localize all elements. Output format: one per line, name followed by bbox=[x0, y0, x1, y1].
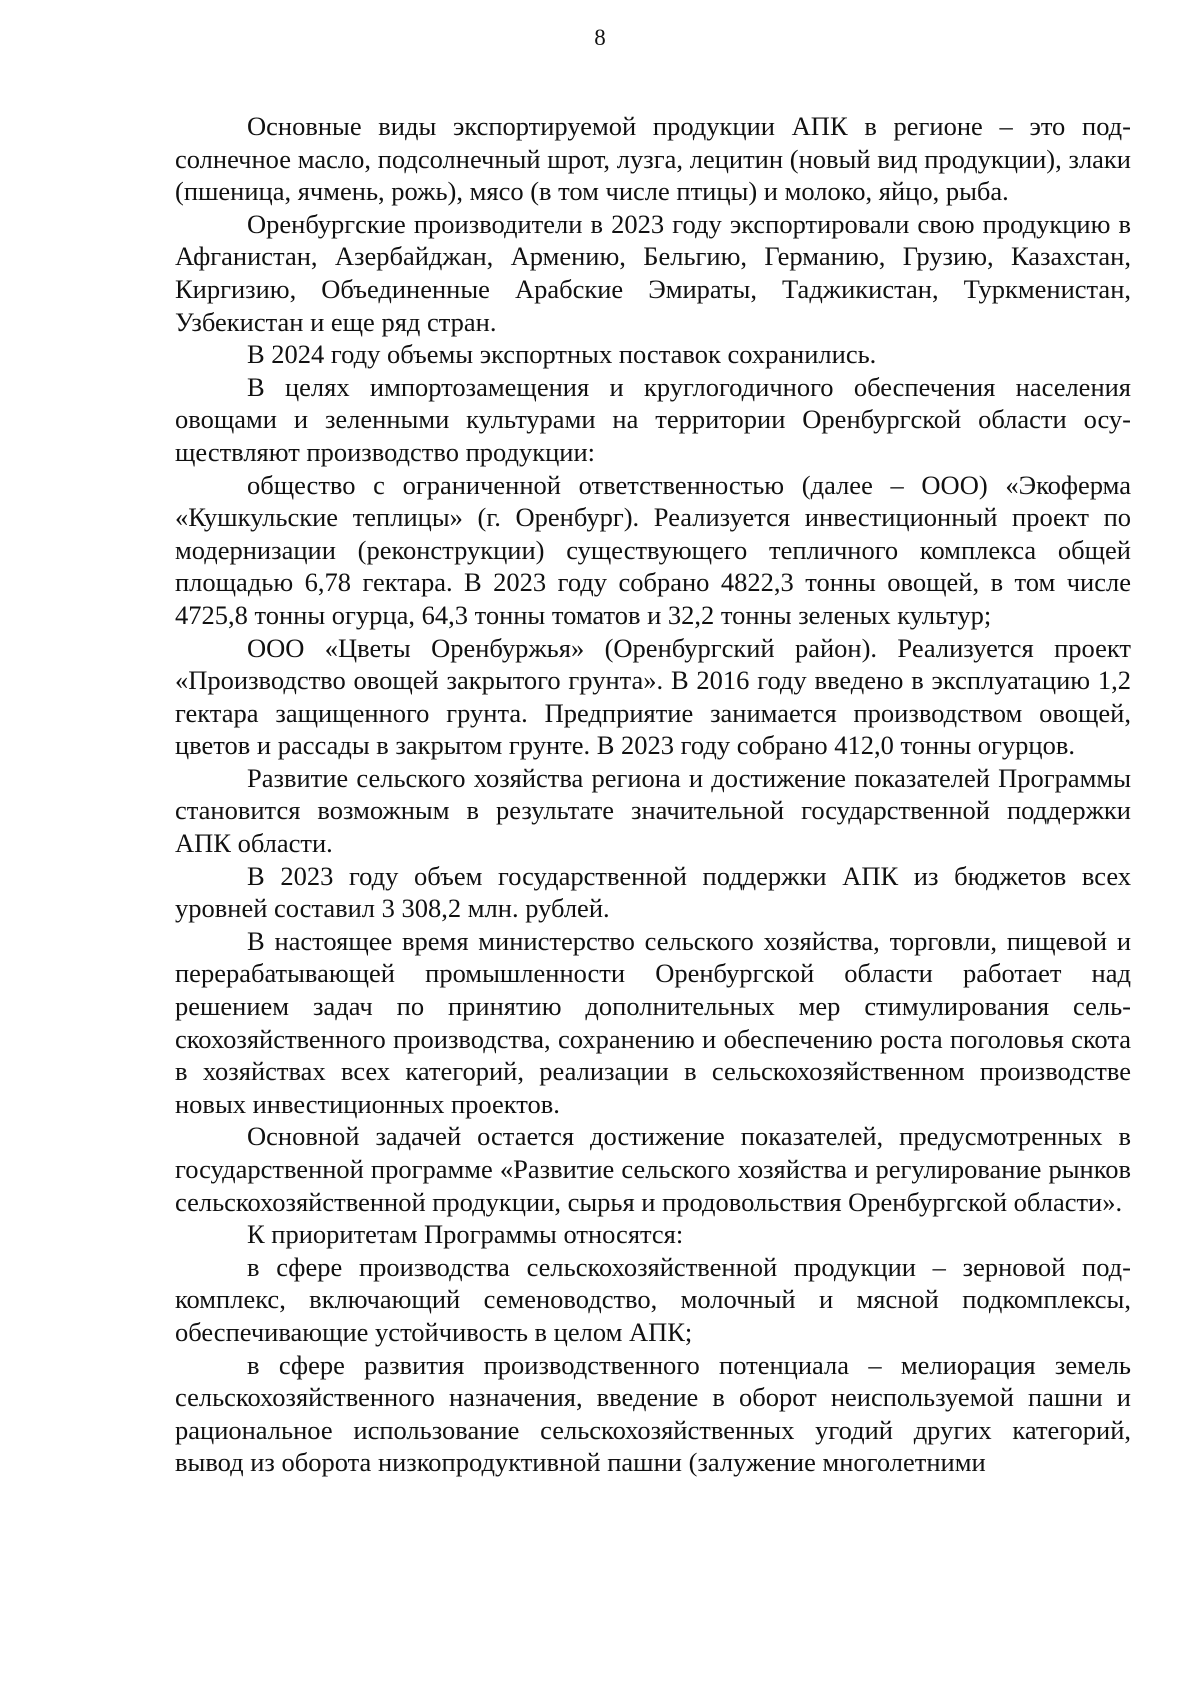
paragraph: Развитие сельского хозяйства региона и достижение показателей Программы становится возможным в результате значительной государственной поддержки АПК области. bbox=[175, 762, 1131, 859]
paragraph: В 2023 году объем государственной поддержки АПК из бюджетов всех уровней составил 3 308,2 млн. рублей. bbox=[175, 860, 1131, 924]
document-body bbox=[175, 110, 1131, 1479]
paragraph: Основной задачей остается достижение показателей, предусмотренных в государственной программе «Развитие сельского хозяйства и регулирование рынков сельскохозяйственной продукции, сырья и продовольствия Оренбургской области». bbox=[175, 1121, 1131, 1217]
paragraph: общество с ограниченной ответственностью (далее – ООО) «Экоферма «Кушкульские теплицы» (г. Оренбург). Реализуется инвестиционный проект по модернизации (реконструкции) существующего тепличного комплекса общей площадью 6,78 гектара. В 2023 году собрано 4822,3 тонны овощей, в том числе 4725,8 тонны огурца, 64,3 тонны томатов и 32,2 тонны зеленых культур; bbox=[175, 469, 1131, 630]
paragraph: Основные виды экспортируемой продукции АПК в регионе – это подсолнечное масло, подсолнечный шрот, лузга, лецитин (новый вид продукции), злаки (пшеница, ячмень, рожь), мясо (в том числе птицы) и молоко, яйцо, рыба. bbox=[175, 111, 1131, 207]
paragraph: В целях импортозамещения и круглогодичного обеспечения населения овощами и зеленными культурами на территории Оренбургской области осуществляют производство продукции: bbox=[175, 371, 1131, 467]
paragraph: в сфере производства сельскохозяйственной продукции – зерновой подкомплекс, включающий семеноводство, молочный и мясной подкомплексы, обеспечивающие устойчивость в целом АПК; bbox=[175, 1251, 1131, 1347]
paragraph: В настоящее время министерство сельского хозяйства, торговли, пищевой и перерабатывающей промышленности Оренбургской области работает над решением задач по принятию дополнительных мер стимулирования сельскохозяйственного производства, сохранению и обеспечению роста поголовья скота в хозяйствах всех категорий, реализации в сельскохозяйственном производстве новых инвестиционных проектов. bbox=[175, 925, 1131, 1119]
paragraph: Оренбургские производители в 2023 году экспортировали свою продукцию в Афганистан, Азербайджан, Армению, Бельгию, Германию, Грузию, Казахстан, Киргизию, Объединенные Арабские Эмираты, Таджикистан, Туркменистан, Узбекистан и еще ряд стран. bbox=[175, 208, 1131, 337]
paragraph: ООО «Цветы Оренбуржья» (Оренбургский район). Реализуется проект «Производство овощей закрытого грунта». В 2016 году введено в эксплуатацию 1,2 гектара защищенного грунта. Предприятие занимается производством овощей, цветов и рассады в закрытом грунте. В 2023 году собрано 412,0 тонны огурцов. bbox=[175, 632, 1131, 761]
paragraph: К приоритетам Программы относятся: bbox=[247, 1219, 684, 1250]
paragraph: В 2024 году объемы экспортных поставок сохранились. bbox=[247, 339, 877, 370]
page-number: 8 bbox=[594, 25, 606, 50]
paragraph: в сфере развития производственного потенциала – мелиорация земель сельскохозяйственного назначения, введение в оборот неиспользуемой пашни и рациональное использование сельскохозяйственных угодий других категорий, вывод из оборота низкопродуктивной пашни (залужение многолетними bbox=[175, 1349, 1131, 1478]
